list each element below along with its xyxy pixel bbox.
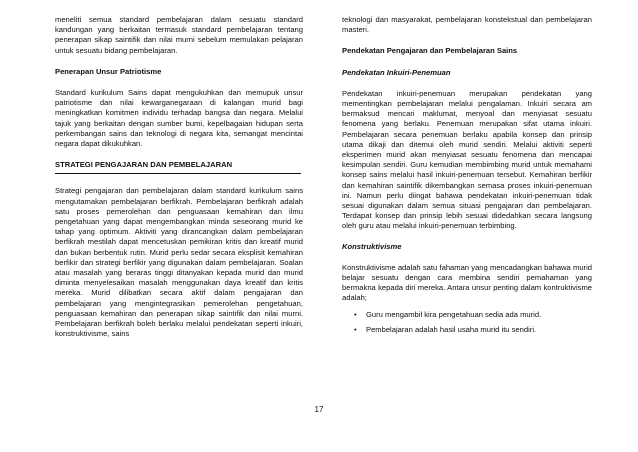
bullet-list bbox=[342, 310, 592, 335]
list-item bbox=[354, 325, 592, 335]
bullet-icon: • bbox=[354, 309, 357, 319]
right-column bbox=[342, 15, 592, 340]
paragraph: teknologi dan masyarakat, pembelajaran konstekstual dan pembelajaran masteri. bbox=[342, 15, 592, 35]
section-heading-patriotisme: Penerapan Unsur Patriotisme bbox=[55, 66, 162, 76]
paragraph: Standard kurikulum Sains dapat mengukuhkan dan memupuk unsur patriotisme dan nilai kewarganegaraan di kalangan murid bagi meningkatkan komitmen individu terhadap bangsa dan negara. Melalui tajuk yang berkaitan dengan sumber bumi, kepelbagaian hidupan serta perkembangan sains dan teknologi di negara kita, semangat mencintai negara dapat dikukuhkan. bbox=[55, 88, 303, 149]
section-heading-pendekatan: Pendekatan Pengajaran dan Pembelajaran Sains bbox=[342, 46, 518, 56]
list-item bbox=[354, 310, 592, 320]
paragraph: Konstruktivisme adalah satu fahaman yang mencadangkan bahawa murid belajar sesuatu dengan cara membina sendiri pemahaman yang bermakna kepada diri mereka. Antara unsur penting dalam kontruktivisme adalah; bbox=[342, 262, 592, 303]
left-column bbox=[55, 15, 303, 339]
paragraph: meneliti semua standard pembelajaran dalam sesuatu standard kandungan yang berkaitan termasuk standard pembelajaran tentang penerapan sikap saintifik dan nilai murni sebelum memulakan pelajaran untuk sesuatu bidang pembelajaran. bbox=[55, 15, 303, 55]
list-item-text: Guru mengambil kira pengetahuan sedia ada murid. bbox=[366, 309, 542, 319]
list-item-text: Pembelajaran adalah hasil usaha murid itu sendiri. bbox=[366, 324, 537, 334]
subsection-heading-konstruktivisme: Konstruktivisme bbox=[342, 241, 402, 251]
bullet-icon: • bbox=[354, 324, 357, 334]
subsection-heading-inkuiri: Pendekatan Inkuiri-Penemuan bbox=[342, 67, 451, 77]
paragraph: Strategi pengajaran dan pembelajaran dalam standard kurikulum sains mengutamakan pembelajaran berfikrah. Pembelajaran berfikrah adalah satu proses pemerolehan dan penguasaan kemahiran dan ilmu pengetahuan yang dapat mengembangkan minda seseorang murid ke tahap yang optimum. Aktiviti yang dirancangkan dalam pembelajaran berfikrah mestilah dapat mencetuskan pemikiran kritis dan kreatif murid dan bukan berbentuk rutin. Murid perlu sedar secara eksplisit kemahiran berfikir dan strategi berfikir yang digunakan dalam pembelajaran. Soalan atau masalah yang beraras tinggi ditanyakan kepada murid dan murid diminta menyelesaikan masalah menggunakan daya kreatif dan kritis mereka. Murid dilibatkan secara aktif dalam pengajaran dan pembelajaran yang mengintegrasikan pemerolehan pengetahuan, penguasaan kemahiran dan penerapan sikap saintifik dan nilai murni. Pembelajaran berfikrah boleh berlaku melalui pendekatan seperti inkuiri, konstruktivisme, sains bbox=[55, 186, 303, 339]
page-number: 17 bbox=[314, 405, 324, 414]
chapter-heading-strategi: STRATEGI PENGAJARAN DAN PEMBELAJARAN bbox=[55, 160, 301, 174]
paragraph: Pendekatan inkuiri-penemuan merupakan pendekatan yang mementingkan pembelajaran melalui pengalaman. Inkuiri secara am bermaksud mencari maklumat, menyoal dan menyiasat sesuatu fenomena yang berlaku. Penemuan merupakan sifat utama inkuiri. Pembelajaran secara penemuan berlaku apabila konsep dan prinsip utama dikaji dan ditemui oleh murid sendiri. Melalui aktiviti seperti eksperimen murid akan menyiasat sesuatu fenomena dan mencapai kesimpulan sendiri. Guru kemudian membimbing murid untuk memahami konsep sains melalui hasil inkuiri-penemuan tersebut. Kemahiran berfikir dan kemahiran saintifik dikembangkan semasa proses inkuiri-penemuan ini. Namun perlu diingat bahawa pendekatan inkuiri-penemuan tidak sesuai digunakan dalam semua situasi pengajaran dan pembelajaran. Terdapat konsep dan prinsip lebih sesuai didedahkan secara langsung oleh guru atau melalui inkuiri-penemuan terbimbing. bbox=[342, 88, 592, 231]
